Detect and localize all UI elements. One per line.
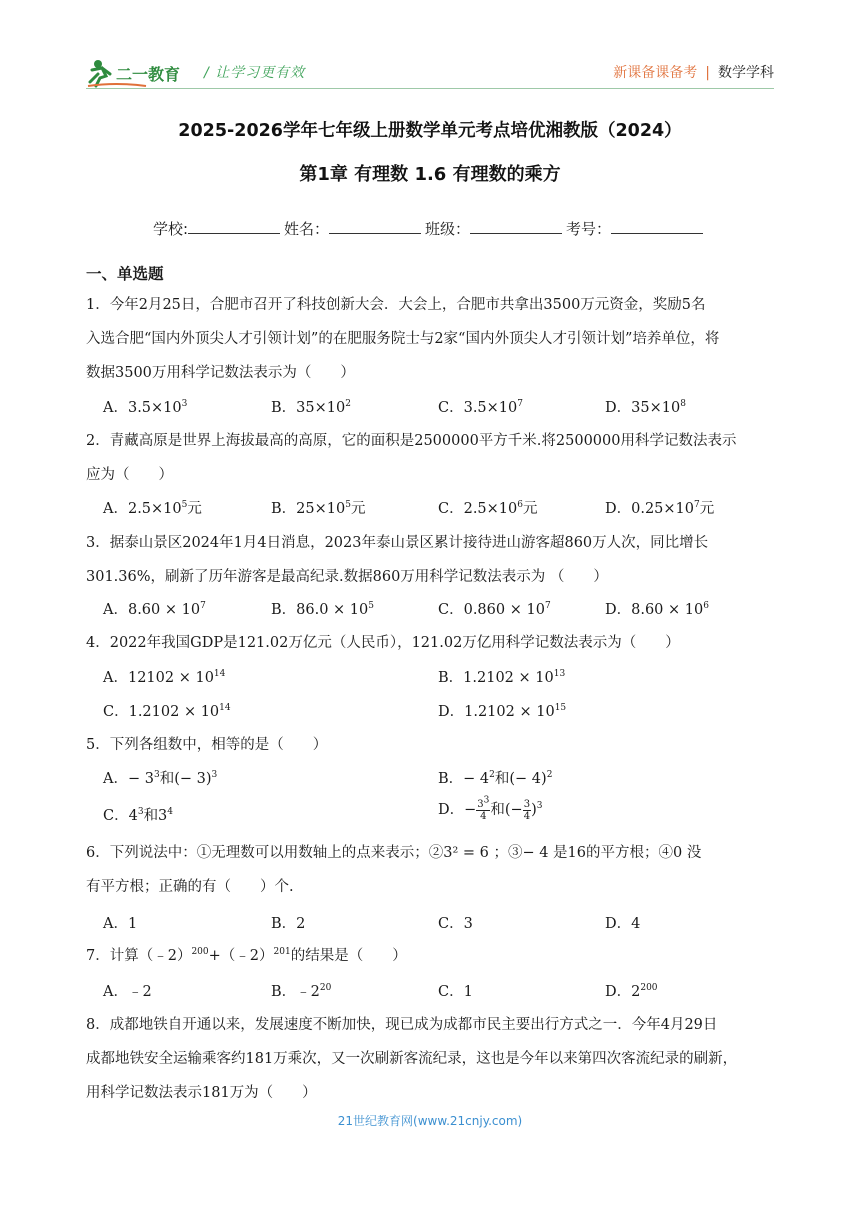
school-blank[interactable] — [188, 219, 280, 234]
name-label: 姓名： — [284, 220, 330, 238]
option-d[interactable]: D．$1.2102 \times 10^{15}$ — [438, 703, 567, 720]
option-a[interactable]: A．− $3^3$和(− 3)$^3$ — [103, 770, 218, 787]
option-c[interactable]: C．1 — [438, 984, 473, 1000]
option-d[interactable]: D．− $\frac{3^3}{4}$ 和(− $\frac{3}{4}$ )$^3$ — [438, 795, 543, 822]
option-b[interactable]: B．$25\times 10^5$元 — [271, 500, 366, 517]
option-b[interactable]: B．− $4^2$和(− 4)$^2$ — [438, 770, 553, 787]
header-tag-prep: 新课备课备考 — [613, 65, 698, 81]
question-text: 4．2022年我国GDP是121.02万亿元（人民币），121.02万亿用科学记数法表示为（ ） — [86, 635, 680, 651]
option-c[interactable]: C．$0.860 \times 10^7$ — [438, 601, 551, 618]
header-separator: | — [705, 65, 710, 81]
class-blank[interactable] — [470, 219, 562, 234]
header-subject — [613, 62, 774, 82]
question-text: 8．成都地铁自开通以来，发展速度不断加快，现已成为成都市民主要出行方式之一．今年4月29日 — [86, 1017, 718, 1033]
question-text: 用科学记数法表示181万为（ ） — [86, 1085, 317, 1101]
question-2 — [86, 424, 776, 492]
brand-logo — [86, 56, 194, 90]
option-d[interactable]: D．$2^{200}$ — [605, 983, 658, 1000]
fraction: $\frac{3}{4}$ — [523, 798, 531, 822]
question-text: 入选合肥“国内外顶尖人才引领计划”的在肥服务院士与2家“国内外顶尖人才引领计划”培养单位，将 — [86, 331, 720, 347]
header-tag-subject: 数学学科 — [718, 65, 774, 81]
question-4 — [86, 626, 776, 660]
option-b[interactable]: B．$86.0 \times 10^5$ — [271, 601, 374, 618]
option-a[interactable]: A．$3.5\times 10^3$ — [103, 399, 188, 416]
option-d[interactable]: D．$0.25\times 10^7$元 — [605, 500, 715, 517]
option-a[interactable]: A．$8.60 \times 10^7$ — [103, 601, 206, 618]
section-heading: 一、单选题 — [86, 265, 164, 283]
question-text: 301.36%，刷新了历年游客是最高纪录.数据860万用科学记数法表示为 （ ） — [86, 569, 608, 585]
option-c[interactable]: C．$3.5\times 10^7$ — [438, 399, 523, 416]
question-text: 2．青藏高原是世界上海拔最高的高原，它的面积是2500000平方千米.将2500000用科学记数法表示 — [86, 433, 737, 449]
document-title: 2025-2026学年七年级上册数学单元考点培优湘教版（2024） — [178, 121, 682, 141]
question-5 — [86, 728, 776, 762]
document-subtitle: 第1章 有理数 1.6 有理数的乘方 — [299, 164, 561, 185]
question-text: 数据3500万用科学记数法表示为（ ） — [86, 365, 355, 381]
question-text: 6．下列说法中：①无理数可以用数轴上的点来表示；②3² = 6 ；③− 4 是16的平方根；④0 没 — [86, 845, 702, 861]
option-d[interactable]: D．$8.60 \times 10^6$ — [605, 601, 709, 618]
question-text: 应为（ ） — [86, 467, 173, 483]
question-text: 成都地铁安全运输乘客约181万乘次，又一次刷新客流纪录，这也是今年以来第四次客流纪录的刷新， — [86, 1051, 738, 1067]
fraction: $\frac{3^3}{4}$ — [477, 795, 490, 822]
school-label: 学校: — [152, 220, 188, 238]
option-b[interactable]: B．2 — [271, 916, 306, 932]
option-b[interactable]: B．$1.2102 \times 10^{13}$ — [438, 669, 566, 686]
option-c[interactable]: C．$4^3$和$3^4$ — [103, 807, 174, 824]
question-text: 1．今年2月25日，合肥市召开了科技创新大会．大会上，合肥市共拿出3500万元资金，奖励5名 — [86, 297, 706, 313]
question-3 — [86, 526, 776, 594]
option-c[interactable]: C．$2.5\times 10^6$元 — [438, 500, 538, 517]
number-label: 考号： — [566, 220, 612, 238]
question-7 — [86, 939, 776, 973]
option-a[interactable]: A．1 — [103, 916, 138, 932]
number-blank[interactable] — [611, 219, 703, 234]
option-d[interactable]: D．4 — [605, 916, 641, 932]
name-blank[interactable] — [329, 219, 421, 234]
option-a[interactable]: A．﹣2 — [103, 984, 152, 1000]
option-b[interactable]: B．$﹣2^{20}$ — [271, 983, 332, 1000]
question-8 — [86, 1008, 776, 1110]
question-text: 5．下列各组数中，相等的是（ ） — [86, 737, 328, 753]
question-text: 7．计算（﹣2）$^{200}$+（﹣2）$^{201}$的结果是（ ） — [86, 947, 407, 964]
option-d[interactable]: D．$35\times 10^8$ — [605, 399, 686, 416]
option-c[interactable]: C．$1.2102 \times 10^{14}$ — [103, 703, 231, 720]
question-text: 有平方根；正确的有（ ）个. — [86, 879, 294, 895]
question-text: 3．据泰山景区2024年1月4日消息，2023年泰山景区累计接待进山游客超860万人次，同比增长 — [86, 535, 709, 551]
question-1 — [86, 288, 776, 390]
option-a[interactable]: A．$12102 \times 10^{14}$ — [103, 669, 226, 686]
question-6 — [86, 836, 776, 904]
option-b[interactable]: B．$35\times 10^2$ — [271, 399, 351, 416]
logo-text: 二一教育 — [116, 65, 181, 84]
header-divider — [86, 88, 774, 89]
option-a[interactable]: A．$2.5\times 10^5$元 — [103, 500, 202, 517]
class-label: 班级： — [425, 220, 471, 238]
header-slogan: / 让学习更有效 — [204, 65, 306, 81]
footer-source[interactable]: 21世纪教育网(www.21cnjy.com) — [337, 1114, 523, 1128]
option-c[interactable]: C．3 — [438, 916, 473, 932]
student-info — [0, 218, 860, 239]
